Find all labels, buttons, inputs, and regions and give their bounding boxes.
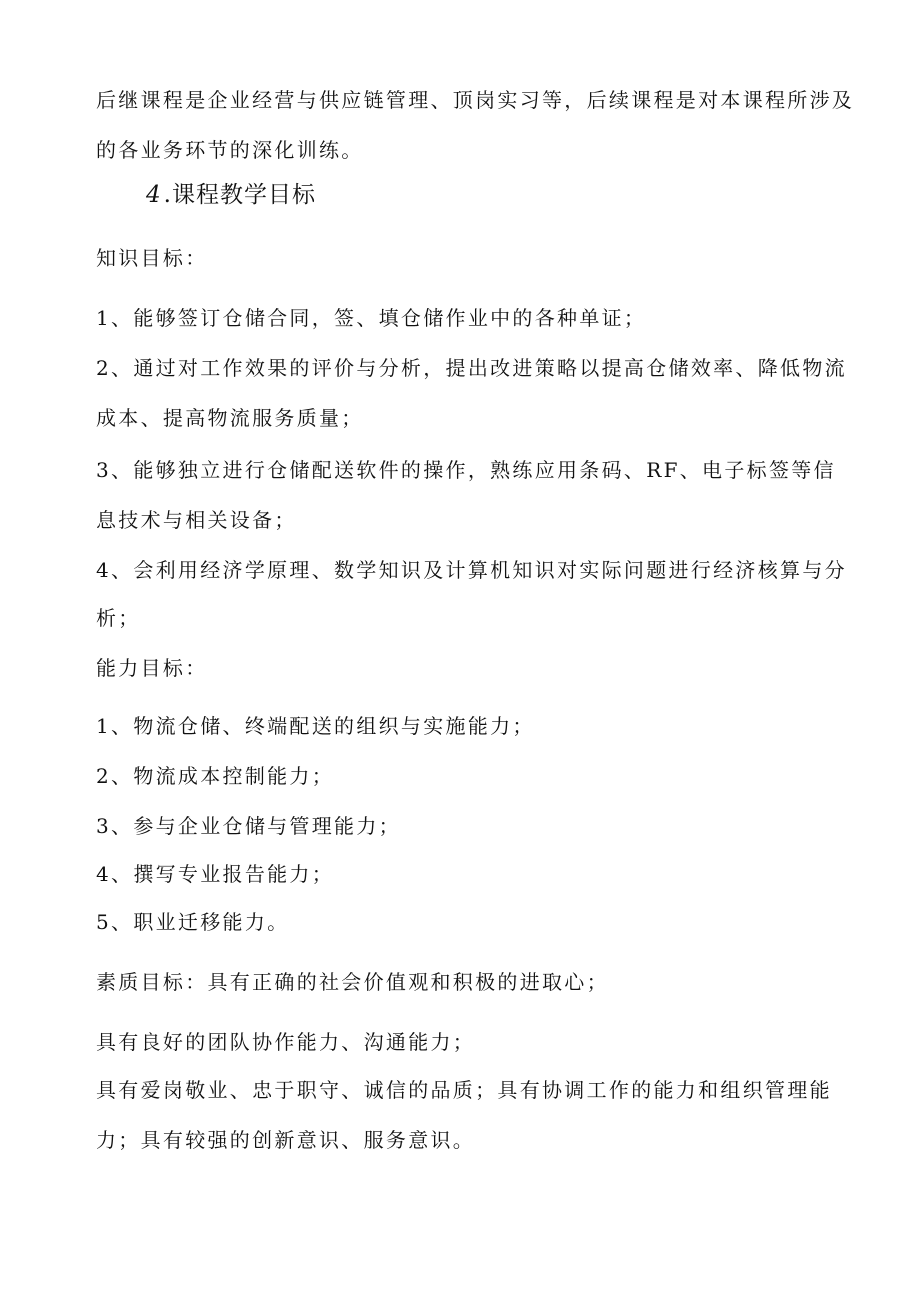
knowledge-item-1: 1、能够签订仓储合同，签、填仓储作业中的各种单证； xyxy=(96,306,647,330)
ability-item-1: 1、物流仓储、终端配送的组织与实施能力； xyxy=(96,714,535,738)
intro-line-2: 的各业务环节的深化训练。 xyxy=(96,138,364,162)
ability-item-2: 2、物流成本控制能力； xyxy=(96,764,335,788)
quality-line-2: 具有良好的团队协作能力、沟通能力； xyxy=(96,1030,476,1054)
section-heading-number: 4 xyxy=(146,182,162,208)
knowledge-item-2-line-1: 2、通过对工作效果的评价与分析，提出改进策略以提高仓储效率、降低物流 xyxy=(96,356,847,380)
knowledge-item-3-line-1: 3、能够独立进行仓储配送软件的操作，熟练应用条码、RF、电子标签等信 xyxy=(96,458,836,482)
ability-item-4: 4、撰写专业报告能力； xyxy=(96,862,335,886)
quality-line-3: 具有爱岗敬业、忠于职守、诚信的品质；具有协调工作的能力和组织管理能 xyxy=(96,1078,832,1102)
knowledge-item-4-line-1: 4、会利用经济学原理、数学知识及计算机知识对实际问题进行经济核算与分 xyxy=(96,558,847,582)
quality-line-4: 力；具有较强的创新意识、服务意识。 xyxy=(96,1128,476,1152)
section-heading xyxy=(146,180,316,210)
quality-line-1: 素质目标：具有正确的社会价值观和积极的进取心； xyxy=(96,970,609,994)
section-heading-title: .课程教学目标 xyxy=(163,182,316,208)
knowledge-item-2-line-2: 成本、提高物流服务质量； xyxy=(96,406,364,430)
knowledge-label: 知识目标： xyxy=(96,246,208,270)
knowledge-item-3-line-2: 息技术与相关设备； xyxy=(96,508,297,532)
ability-item-3: 3、参与企业仓储与管理能力； xyxy=(96,814,401,838)
ability-label: 能力目标： xyxy=(96,656,208,680)
intro-line-1: 后继课程是企业经营与供应链管理、顶岗实习等，后续课程是对本课程所涉及 xyxy=(96,88,855,112)
ability-item-5: 5、职业迁移能力。 xyxy=(96,910,290,934)
knowledge-item-4-line-2: 析； xyxy=(96,606,141,630)
